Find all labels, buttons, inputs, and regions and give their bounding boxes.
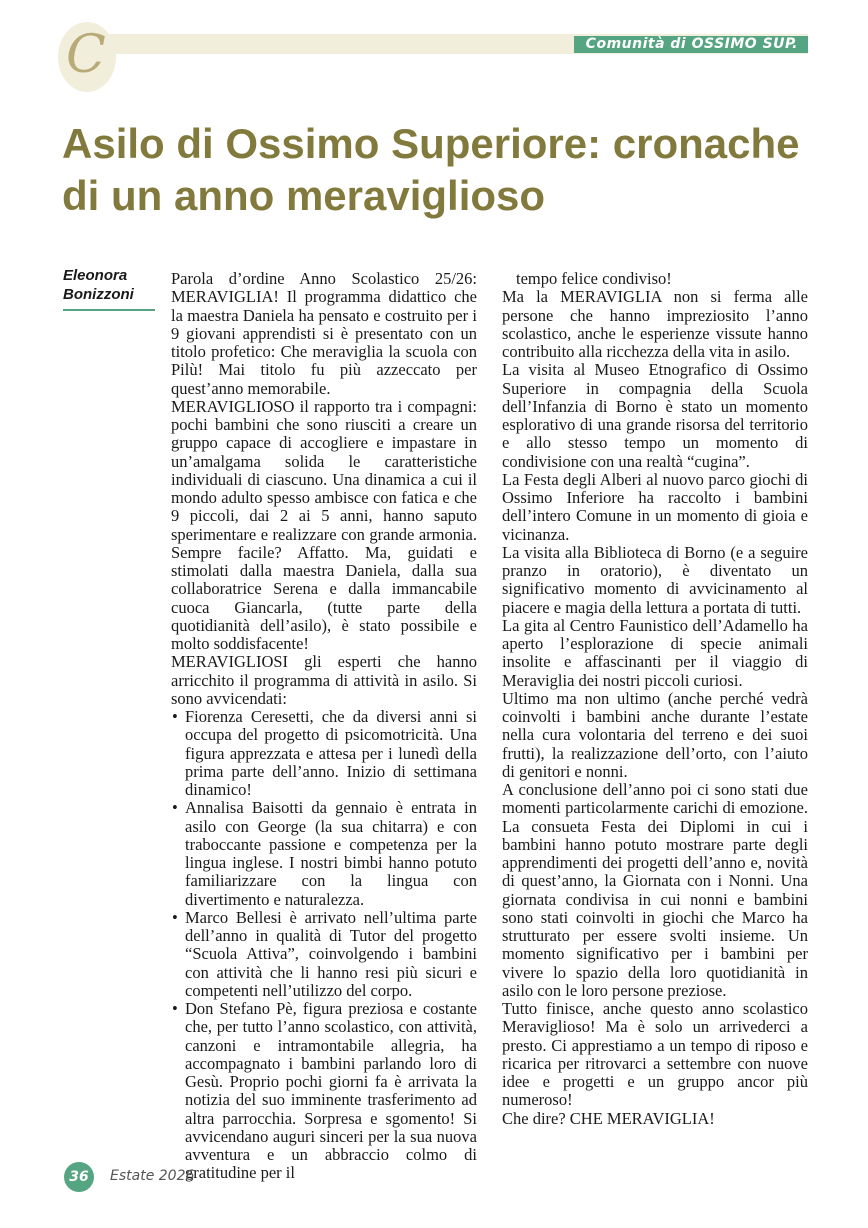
paragraph-continuation: tempo felice condiviso!: [516, 269, 672, 288]
paragraph: La visita alla Biblioteca di Borno (e a seguire pranzo in oratorio), è diventato un significativo momento di avvicinamento al piacere e magia della lettura a portata di tutti.: [502, 542, 808, 617]
author-divider: [63, 309, 155, 311]
article-author: Eleonora Bonizzoni: [63, 267, 134, 303]
issue-label: Estate 2026: [110, 1168, 195, 1184]
paragraph: La gita al Centro Faunistico dell’Adamello ha aperto l’esplorazione di specie animali insolite e affascinanti per il viaggio di Meraviglia dei nostri piccoli curiosi.: [502, 615, 808, 690]
paragraph: Che dire? CHE MERAVIGLIA!: [502, 1108, 715, 1128]
list-item: • Marco Bellesi è arrivato nell’ultima parte dell’anno in qualità di Tutor del progetto “Scuola Attiva”, coinvolgendo i bambini con attività che li hanno resi più sicuri e competenti nell’utilizzo del corpo.: [171, 909, 477, 1000]
paragraph: MERAVIGLIOSO il rapporto tra i compagni: pochi bambini che sono riusciti a creare un gruppo capace di accogliere e impastare in un’amalgama solida le caratteristiche individuali di ciascuno. Una dinamica a cui il mondo adulto spesso ambisce con fatica e che 9 piccoli, dai 2 ai 5 anni, hanno saputo sperimentare e realizzare con grande armonia. Sempre facile? Affatto. Ma, guidati e stimolati dalla maestra Daniela, dalla sua collaboratrice Serena e dalla immancabile cuoca Giancarla, (tutte parte della quotidianità dell’asilo), è stato possibile e molto soddisfacente!: [171, 396, 477, 653]
section-initial: C: [66, 25, 106, 85]
list-item: • Don Stefano Pè, figura preziosa e costante che, per tutto l’anno scolastico, con attività, canzoni e intramontabile allegria, ha accompagnato i bambini parlando loro di Gesù. Proprio pochi giorni fa è arrivata la notizia del suo imminente trasferimento ad altra parrocchia. Sorpresa e sgomento! Si avvicendano auguri sinceri per la sua nuova avventura e un abbraccio colmo di gratitudine per il: [171, 1000, 477, 1183]
text-column-2: [502, 270, 808, 1128]
article-title: Asilo di Ossimo Superiore: cronache di un anno meraviglioso: [62, 120, 800, 219]
paragraph: Parola d’ordine Anno Scolastico 25/26: MERAVIGLIA! Il programma didattico che la maestra Daniela ha pensato e costruito per i 9 giovani apprendisti si è presentato con un titolo profetico: Che meraviglia la scuola con Pilù! Mai titolo fu più azzeccato per quest’anno memorabile.: [171, 269, 477, 398]
paragraph: Tutto finisce, anche questo anno scolastico Meraviglioso! Ma è solo un arrivederci a presto. Ci apprestiamo a un tempo di riposo e ricarica per ritrovarci a settembre con nuove idee e progetti e un gruppo ancor più numeroso!: [502, 999, 808, 1110]
paragraph: Ma la MERAVIGLIA non si ferma alle persone che hanno impreziosito l’anno scolastico, anche le esperienze vissute hanno contribuito alla ricchezza della vita in asilo.: [502, 287, 808, 361]
section-label: Comunità di OSSIMO SUP.: [574, 36, 808, 53]
list-item: • Fiorenza Ceresetti, che da diversi anni si occupa del progetto di psicomotricità. Una figura apprezzata e attesa per i lunedì della prima parte dell’anno. Inizio di settimana dinamico!: [171, 708, 477, 799]
page-number: 36: [64, 1162, 94, 1192]
section-initial-badge: [58, 22, 116, 92]
paragraph: La Festa degli Alberi al nuovo parco giochi di Ossimo Inferiore ha raccolto i bambini dell’intero Comune in un momento di gioia e vicinanza.: [502, 469, 808, 544]
list-item: • Annalisa Baisotti da gennaio è entrata in asilo con George (la sua chitarra) e con traboccante passione e competenza per la lingua inglese. I nostri bimbi hanno potuto familiarizzare con la lingua con divertimento e naturalezza.: [171, 799, 477, 909]
experts-list: [171, 708, 477, 1183]
paragraph: Ultimo ma non ultimo (anche perché vedrà coinvolti i bambini anche durante l’estate nella cura volontaria del terreno e dei suoi frutti), la realizzazione dell’orto, con l’aiuto di genitori e nonni.: [502, 688, 808, 781]
text-column-1: [171, 270, 477, 1183]
paragraph: A conclusione dell’anno poi ci sono stati due momenti particolarmente carichi di emozione. La consueta Festa dei Diplomi in cui i bambini hanno potuto mostrare parte degli apprendimenti dei progetti dell’anno e, novità di quest’anno, la Giornata con i Nonni. Una giornata condivisa in cui nonni e bambini sono stati coinvolti in giochi che Marco ha strutturato per essere svolti insieme. Un momento significativo per i bambini per vivere lo spazio della loro quotidianità in asilo con le loro persone preziose.: [502, 780, 808, 1000]
paragraph: La visita al Museo Etnografico di Ossimo Superiore in compagnia della Scuola dell’Infanzia di Borno è stato un momento esplorativo di una grande risorsa del territorio e allo stesso tempo un momento di condivisione con una realtà “cugina”.: [502, 360, 808, 471]
paragraph: MERAVIGLIOSI gli esperti che hanno arricchito il programma di attività in asilo. Si sono avvicendati:: [171, 652, 477, 708]
